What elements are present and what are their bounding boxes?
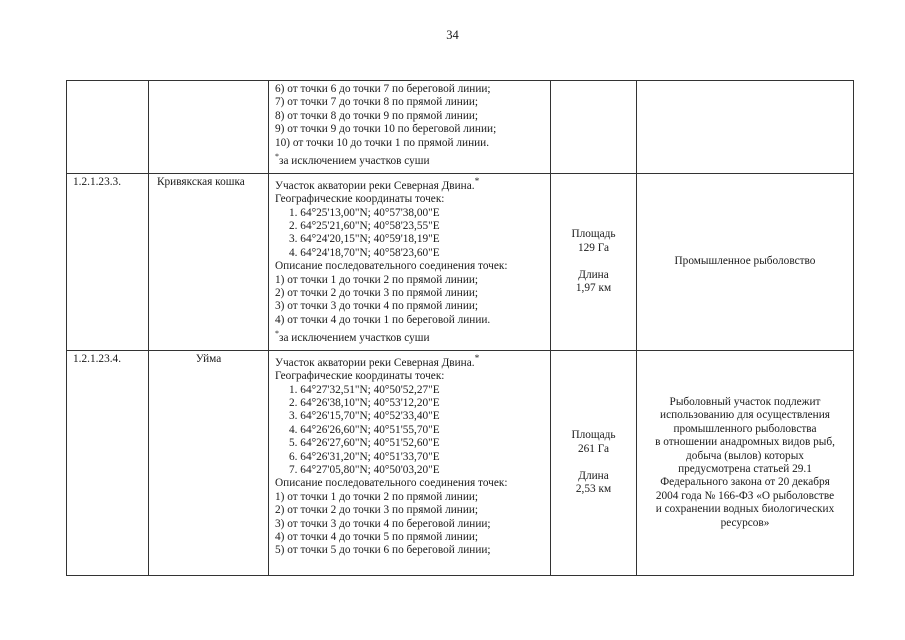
boundary-description-cell [269,174,551,351]
boundary-description-cell [269,351,551,576]
table-row-krivyakskaya [67,174,854,351]
usage-line: в отношении анадромных видов рыб, [655,436,835,449]
area-intro [275,353,548,370]
area-cell [551,351,637,576]
step-line: 1) от точки 1 до точки 2 по прямой линии; [275,490,479,503]
length-value: 1,97 км [575,282,612,295]
length-label: Длина [578,469,609,482]
description-header: Описание последовательного соединения точек: [275,477,508,490]
coordinate-item: 4. 64°26'26,60"N; 40°51'55,70"E [289,423,440,436]
coordinate-item: 1. 64°27'32,51"N; 40°50'52,27"E [289,383,440,396]
fishing-areas-table [66,80,854,576]
boundary-description-cell [269,81,551,174]
coordinate-item: 6. 64°26'31,20"N; 40°51'33,70"E [289,450,440,463]
usage-line: Рыболовный участок подлежит [669,395,821,408]
row-name-cell: Уйма [149,351,269,576]
coordinate-item: 3. 64°26'15,70"N; 40°52'33,40"E [289,410,440,423]
row-number-cell: 1.2.1.23.4. [67,351,149,576]
footnote-text: за исключением участков суши [279,332,430,344]
coordinate-item: 4. 64°24'18,70"N; 40°58'23,60"E [289,246,440,259]
usage-cell [637,174,854,351]
area-cell [551,174,637,351]
footnote-text: за исключением участков суши [279,154,430,167]
area-intro-text: Участок акватории реки Северная Двина. [275,356,475,369]
step-line: 3) от точки 3 до точки 4 по прямой линии; [275,300,479,313]
coordinate-item: 2. 64°25'21,60"N; 40°58'23,55"E [289,219,440,232]
coords-header: Географические координаты точек: [275,193,445,206]
usage-cell [637,81,854,174]
length-label: Длина [578,268,609,281]
usage-line: ресурсов» [720,516,770,529]
usage-cell [637,351,854,576]
usage-line: Федерального закона от 20 декабря [660,476,830,489]
usage-line: и сохранении водных биологических [655,503,835,516]
footnote [275,327,548,345]
usage-line: 2004 года № 166-ФЗ «О рыболовстве [655,489,835,502]
area-intro-text: Участок акватории реки Северная Двина. [275,179,475,192]
step-line: 5) от точки 5 до точки 6 по береговой линии; [275,544,491,557]
step-line: 4) от точки 4 до точки 1 по береговой линии. [275,313,491,326]
step-line: 3) от точки 3 до точки 4 по береговой линии; [275,517,491,530]
area-cell [551,81,637,174]
coordinate-item: 2. 64°26'38,10"N; 40°53'12,20"E [289,396,440,409]
table-row-uyma [67,351,854,576]
step-line: 6) от точки 6 до точки 7 по береговой линии; [275,83,491,95]
step-line: 1) от точки 1 до точки 2 по прямой линии; [275,273,479,286]
row-number-cell [67,81,149,174]
usage-line: предусмотрена статьей 29.1 [678,463,812,475]
row-number-cell: 1.2.1.23.3. [67,174,149,351]
area-label: Площадь [571,429,616,442]
usage-line: промышленного рыболовства [673,422,817,435]
area-value: 129 Га [577,241,610,254]
footnote-mark: * [275,329,279,339]
area-intro [275,176,548,193]
step-line: 2) от точки 2 до точки 3 по прямой линии; [275,287,479,300]
step-line: 8) от точки 8 до точки 9 по прямой линии; [275,109,479,122]
coordinate-item: 3. 64°24'20,15"N; 40°59'18,19"E [289,233,440,246]
step-line: 2) от точки 2 до точки 3 по прямой линии; [275,504,479,517]
table-row-continuation [67,81,854,174]
coords-header: Географические координаты точек: [275,370,445,383]
description-header: Описание последовательного соединения точек: [275,260,508,273]
coordinate-item: 7. 64°27'05,80"N; 40°50'03,20"E [289,464,440,477]
usage-line: использованию для осуществления [660,409,830,422]
step-line: 7) от точки 7 до точки 8 по прямой линии; [275,96,479,109]
step-line: 9) от точки 9 до точки 10 по береговой линии; [275,123,497,136]
footnote-mark: * [474,177,480,187]
footnote [275,150,548,168]
coordinate-item: 1. 64°25'13,00"N; 40°57'38,00"E [289,206,440,219]
coordinate-item: 5. 64°26'27,60"N; 40°51'52,60"E [289,437,440,450]
step-line: 10) от точки 10 до точки 1 по прямой линии. [275,136,490,149]
row-name-cell: Кривякская кошка [149,174,269,351]
area-label: Площадь [571,228,616,241]
usage-text: Промышленное рыболовство [674,255,816,268]
area-value: 261 Га [577,442,610,455]
footnote-mark: * [275,152,279,162]
length-value: 2,53 км [575,483,612,496]
footnote-mark: * [474,354,480,364]
page-number: 34 [446,28,459,42]
usage-line: добыча (вылов) которых [686,449,804,462]
row-name-cell [149,81,269,174]
step-line: 4) от точки 4 до точки 5 по прямой линии; [275,531,479,544]
